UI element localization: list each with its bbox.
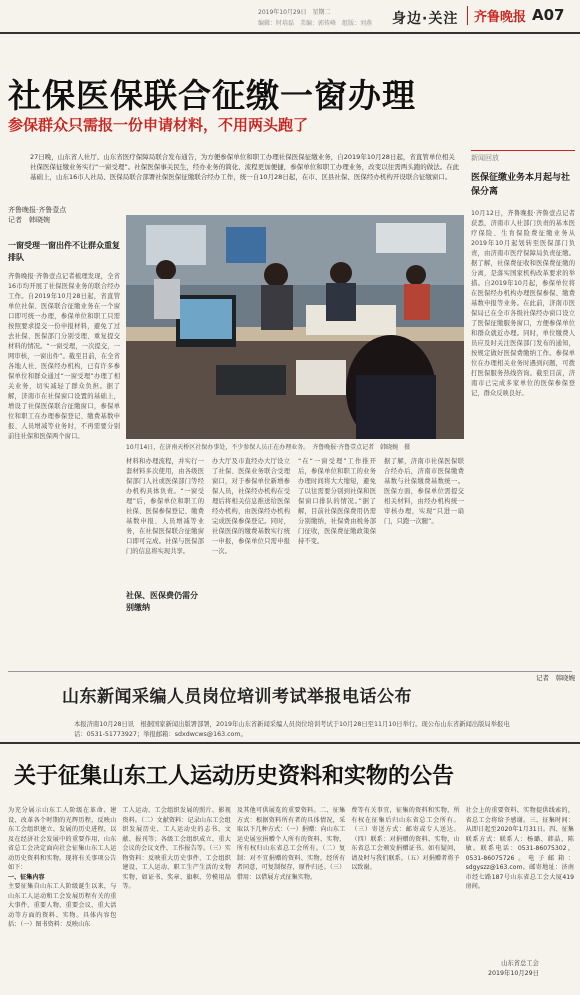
rail-body: 10月12日，齐鲁晚报·齐鲁壹点记者获悉，济南市人社部门负责的基本医疗保险、生育保险费征缴业务从2019年10月起划转至医保部门负责，由济南市医疗保障局负责征缴。据了解，社保费征收和医保费征缴的分离，是落实国家机构改革要求的举措。自2019年10月起，参保单位将在医保经办机构办理医保参保、缴费基数申报等业务。在此前，济南市医保局已在全市各级社保经办窗口设立了医保征缴服务窗口，方便参保单位和群众就近办理。同时，单位缴费人员应及时关注医保部门发布的通知，按规定做好医保费缴纳工作。参保单位在办理相关业务时遇到问题，可拨打医保服务热线咨询。截至目前，济南市已完成多家单位的医保参保登记，群众反映良好。 bbox=[471, 210, 575, 397]
notice2-col1-heading: 一、征集内容 bbox=[8, 873, 45, 881]
rail-title: 医保征缴业务本月起与社保分离 bbox=[471, 173, 571, 197]
rail-tag: 新闻回放 bbox=[471, 150, 575, 163]
notice2-sign-org: 山东省总工会 bbox=[501, 960, 539, 967]
byline-outlet: 齐鲁晚报·齐鲁壹点 bbox=[8, 206, 67, 214]
issue-date: 2019年10月29日 星期二 bbox=[258, 9, 331, 16]
notice-history-collection bbox=[0, 742, 580, 995]
notice2-col-5: 社会上的重要资料、实物提供线索的，省总工会将给予感谢。三、征集时间：从即日起至2020年1月31日。四、征集联系方式：联系人：杨璐、韩晶、陈敏。联系电话：0531-86075302，0531-86075726。电子邮箱：sdgyszz@163.com。邮寄地址：济南市经七路187号山东省总工会大厦419房间。 bbox=[465, 807, 575, 890]
left-column bbox=[8, 240, 120, 682]
editor-credits: 编辑：时培磊 美编：郭传峰 组版：刘燕 bbox=[258, 20, 373, 27]
body-column-1: 材料和办理流程，并实行一套材料多次使用，由各级医保部门人社或医保部门等经办机构具体负责。“一窗受理”后，参保单位和职工的社保、医保参保登记、缴费基数申报、人员增减等业务，在社保医保联合征缴窗口即可完成。社保与医保部门的信息将实现共享。 bbox=[126, 458, 204, 555]
rail-signoff: 记者 韩晓婉 bbox=[536, 674, 575, 682]
masthead bbox=[0, 0, 580, 34]
notice2-col1-body: 主要征集自山东工人阶级诞生以来，与山东工人运动和工会发展历程有关的重大事件、重要人物、重要会议、重大活动等方面的资料、实物。具体内容包括：（一）图书资料：反映山东 bbox=[8, 883, 117, 928]
notice2-signature bbox=[488, 959, 539, 979]
notice2-col-2: 工人运动、工会组织发展的照片、影视资料。（二）文献资料：记录山东工会组织发展历史、工人运动史的志书、文献、报刊等；各级工会组织成立、重大会议的会议文件、工作报告等。（三）实物资料：反映重大历史事件、工会组织建设、工人运动、职工生产生活的文物实物，如证书、奖章、旗帜、劳模用品等。 bbox=[122, 807, 231, 890]
body-column-2: 办大厅及市直经办大厅设立了社保、医保业务联合受理窗口，对于参保单位新增参保人员，社保经办机构在受理后将相关信息推送给医保经办机构，由医保经办机构完成医保参保登记。同时，社保医保的缴费基数实行统一申报，参保单位只需申报一次。 bbox=[212, 458, 290, 555]
office-scene-image bbox=[126, 215, 464, 439]
main-headline: 社保医保联合征缴一窗办理 bbox=[8, 76, 416, 115]
notice2-col-1 bbox=[8, 806, 116, 991]
byline bbox=[8, 205, 66, 225]
section-name: 身边·关注 bbox=[392, 11, 459, 27]
notice2-title: 关于征集山东工人运动历史资料和实物的公告 bbox=[14, 764, 455, 789]
body-column-3: “在“一窗受理”工作推开后，参保单位和职工的业务办理时间将大大缩短，避免了以往需要分别到社保和医保窗口排队的情况。”据了解，目前社保医保费用仍需分别缴纳，社保费由税务部门征收，医保费征缴政策保持不变。 bbox=[298, 458, 376, 545]
main-subhead: 参保群众只需报一份申请材料，不用两头跑了 bbox=[8, 116, 309, 134]
news-replay-rail bbox=[471, 150, 575, 682]
section-title-1: 一窗受理一窗出件不让群众重复排队 bbox=[8, 241, 120, 262]
notice2-col-3: 及其他可供展览的重要资料。二、征集方式：根据资料所有者的具体情况，采取以下几种方式：（一）捐赠：向山东工运史展室捐赠个人所有的资料、实物，所有权归山东省总工会所有。（二）复制：对不宜捐赠的资料、实物，经所有者同意，可复制保存，原件归还。（三）借用：以借展方式征集实物。 bbox=[236, 807, 346, 881]
section-title-2: 社保、医保费仍需分别缴纳 bbox=[126, 591, 198, 612]
brand-logo: 齐鲁晚报 bbox=[467, 6, 526, 25]
article-lead: 27日晚，山东省人社厅、山东省医疗保障局联合发布通告，为方便参保单位和职工办理社保医保征缴业务，自2019年10月28日起，省直管单位相关社保医保征缴业务实行“一窗受理”。社保医保事关民生，经办业务的简化、流程更加便捷，参保单位和职工办理业务，改变以往需两头跑的做法。在此基础上，山东16市人社局、医保局联合部署社保医保征缴联合经办工作，统一自10月28日起，在市、区县社保、医保经办机构开设联合征缴窗口。 bbox=[30, 153, 460, 181]
photo-caption: 10月14日，在济南天桥区社保办事处，不少参保人员正在办理业务。 齐鲁晚报·齐鲁壹点记者 韩晓婉 摄 bbox=[126, 444, 411, 451]
notice2-col-4: 费等有关事宜，征集的资料和实物，所有权在征集后归山东省总工会所有。（三）寄送方式：邮寄或专人送达。（四）联系：对捐赠的资料、实物，山东省总工会颁发捐赠证书。如有疑问，请及时与我们联系。（五）对捐赠者将予以致谢。 bbox=[351, 807, 460, 871]
notice1-body: 本报济南10月28日讯 根据国家新闻出版署部署，2019年山东省新闻采编人员岗位培训考试于10月28日至11月10日举行。现公布山东省新闻出版局举报电话：0531-51773927；举报邮箱：sdxdwcws@163.com。 bbox=[74, 721, 510, 738]
notice2-col1-intro: 为充分展示山东工人阶级在革命、建设、改革各个时期的光辉历程，反映山东工会组织建立、发展的历史进程，以及在经济社会发展中的重要作用，山东省总工会决定面向社会征集山东工人运动历史资料和实物。现将有关事项公告如下： bbox=[8, 807, 117, 871]
body-column-4: 据了解，济南市社保医保联合经办后，济南市医保缴费基数与社保缴费基数统一。医保方面，参保单位需提交相关材料，由经办机构统一审核办理，实现“只进一扇门，只跑一次腿”。 bbox=[384, 458, 464, 525]
notice2-sign-date: 2019年10月29日 bbox=[488, 970, 539, 977]
news-photo bbox=[126, 215, 464, 439]
section-body-1: 齐鲁晚报·齐鲁壹点记者梳理发现，全省16市均开展了社保医保业务的联合经办工作。自2019年10月28日起，省直管单位社保、医保联合征缴业务在一个窗口即可统一办理，参保单位和职工只需按照要求提交一份申报材料，避免了过去社保、医保部门分别受理、重复提交材料的情况。“一窗受理，一次提交，一网审核，一窗出件”。截至目前，在全省各地人社、医保经办机构，已有许多参保单位和群众通过“一窗受理”办理了相关业务，切实减轻了群众负担。据了解，济南市在社保窗口设置的基础上，增设了社保医保联合征缴窗口，参保单位和职工在办理参保登记、缴费基数申报、人员增减等业务时，不再需要分别前往社保和医保两个窗口。 bbox=[8, 273, 120, 440]
page-number: A07 bbox=[532, 6, 565, 24]
byline-reporter: 记者 韩晓婉 bbox=[8, 216, 50, 224]
notice1-title: 山东新闻采编人员岗位培训考试举报电话公布 bbox=[62, 687, 412, 707]
